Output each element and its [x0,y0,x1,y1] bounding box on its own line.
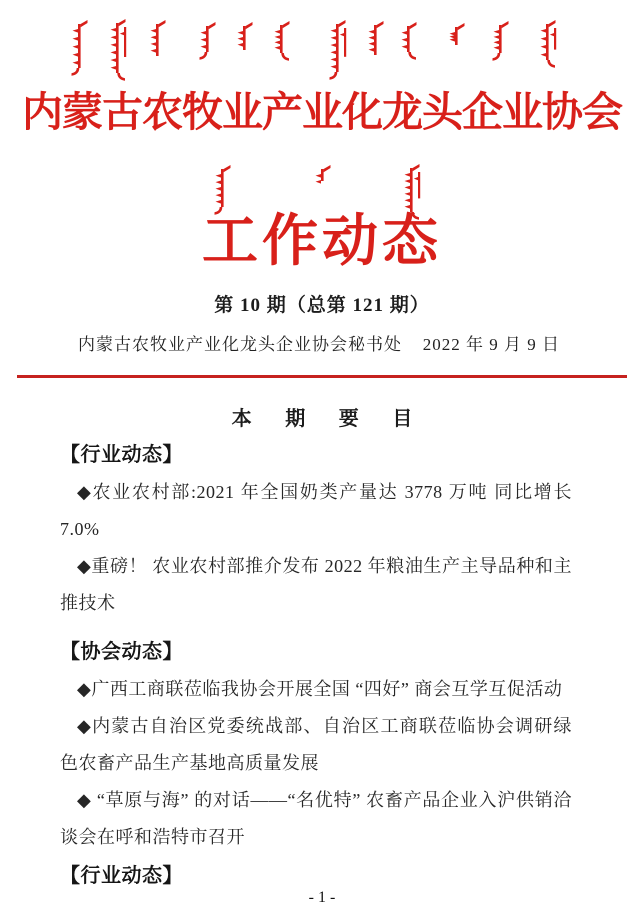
publisher-row [78,333,560,357]
section-header-association: 【协会动态】 [60,641,183,663]
toc-item: ◆内蒙古自治区党委统战部、自治区工商联莅临协会调研绿色农畜产品生产基地高质量发展 [60,716,572,773]
mongolian-script-banner-icon [0,16,644,86]
section-header-industry-2: 【行业动态】 [60,865,183,887]
toc-title: 本 期 要 目 [231,408,427,430]
toc-item: ◆ “草原与海” 的对话——“名优特” 农畜产品企业入沪供销洽谈会在呼和浩特市召开 [60,790,572,847]
section-header-industry-1: 【行业动态】 [60,444,183,466]
toc-item: ◆广西工商联莅临我协会开展全国 “四好” 商会互学互促活动 [77,679,563,699]
page-number: - 1 - [308,889,336,906]
publisher-name: 内蒙古农牧业产业化龙头企业协会秘书处 [78,335,402,354]
publish-date: 2022 年 9 月 9 日 [422,335,560,354]
toc-content [60,437,572,895]
issue-number-line: 第 10 期（总第 121 期） [214,295,430,316]
org-name-title: 内蒙古农牧业产业化龙头企业协会 [22,89,622,135]
document-title: 工作动态 [202,211,442,273]
toc-item: ◆重磅！ 农业农村部推介发布 2022 年粮油生产主导品种和主推技术 [60,556,572,613]
toc-item: ◆农业农村部:2021 年全国奶类产量达 3778 万吨 同比增长 7.0% [60,482,572,539]
masthead-divider [17,375,627,378]
